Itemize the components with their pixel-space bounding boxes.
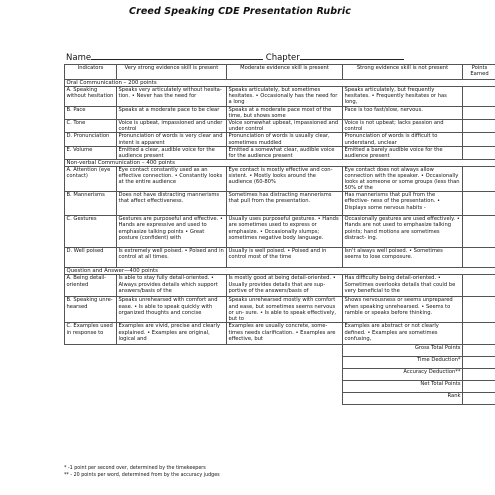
page-title: Creed Speaking CDE Presentation Rubric — [129, 6, 351, 17]
table-row — [65, 323, 495, 345]
strong-cell: Voice is not upbeat; lacks passion and control — [343, 120, 463, 133]
very-strong-cell: Speaks very articulately without hesita- tion. • Never has the need for — [117, 87, 227, 107]
table-row — [65, 146, 495, 159]
points-cell[interactable] — [463, 166, 495, 191]
gross-total-cell[interactable] — [463, 345, 495, 357]
moderate-cell: Speaks articulately, but sometimes hesitates. • Occasionally has the need for a long — [227, 87, 343, 107]
header-strong: Strong evidence skill is not present — [343, 65, 463, 80]
very-strong-cell: Is able to stay fully detail-oriented. • Always provides details which support answers/basis of the — [117, 275, 227, 297]
strong-cell: Has mannerisms that pull from the effective- ness of the presentation. • Displays some nervous habits - — [343, 192, 463, 216]
table-row — [65, 192, 495, 216]
header-moderate: Moderate evidence skill is present — [227, 65, 343, 80]
points-cell[interactable] — [463, 192, 495, 216]
section-qa: Question and Answer—400 points — [65, 268, 495, 275]
table-row — [65, 216, 495, 248]
indicator-cell: B. Pace — [65, 107, 117, 120]
accuracy-deduction-label: Accuracy Deduction** — [343, 369, 463, 381]
points-cell[interactable] — [463, 120, 495, 133]
points-cell[interactable] — [463, 107, 495, 120]
table-row — [65, 87, 495, 107]
table-row — [65, 120, 495, 133]
points-cell[interactable] — [463, 297, 495, 323]
strong-cell: Has difficulty being detail-oriented. • Sometimes overlooks details that could be very beneficial to the — [343, 275, 463, 297]
section-nonverbal: Non-verbal Communication – 400 points — [65, 159, 495, 166]
strong-cell: Examples are abstract or not clearly defined. • Examples are sometimes confusing, — [343, 323, 463, 345]
moderate-cell: Voice somewhat upbeat, impassioned and under control — [227, 120, 343, 133]
indicator-cell: B. Speaking unre- hearsed — [65, 297, 117, 323]
very-strong-cell: Eye contact constantly used as an effective connection. • Constantly looks at the entire audience — [117, 166, 227, 191]
header-indicators: Indicators — [65, 65, 117, 80]
very-strong-cell: Speaks at a moderate pace to be clear — [117, 107, 227, 120]
table-row — [65, 297, 495, 323]
footnote-time: * -1 point per second over, determined by the timekeepers — [64, 466, 206, 471]
moderate-cell: Usually is well poised. • Poised and in control most of the time — [227, 248, 343, 268]
time-deduction-cell[interactable] — [463, 357, 495, 369]
moderate-cell: Speaks at a moderate pace most of the time, but shows some — [227, 107, 343, 120]
strong-cell: Isn't always well poised. • Sometimes seems to lose composure. — [343, 248, 463, 268]
total-row — [65, 345, 495, 357]
section-oral: Oral Communication – 200 points — [65, 80, 495, 87]
name-chapter-line — [66, 50, 404, 63]
moderate-cell: Usually uses purposeful gestures. • Hands are sometimes used to express or emphasize. • Occasionally slumps; sometimes negative body language. — [227, 216, 343, 248]
very-strong-cell: Speaks unrehearsed with comfort and ease. • Is able to speak quickly with organized thoughts and concise — [117, 297, 227, 323]
name-label: Name — [66, 53, 92, 63]
indicator-cell: D. Well poised — [65, 248, 117, 268]
table-row — [65, 275, 495, 297]
points-cell[interactable] — [463, 133, 495, 146]
strong-cell: Eye contact does not always allow connection with the speaker. • Occasionally looks at someone or some groups (less than 50% of the — [343, 166, 463, 191]
rank-cell[interactable] — [463, 393, 495, 405]
indicator-cell: C. Examples used in response to — [65, 323, 117, 345]
section-row — [65, 268, 495, 275]
strong-cell: Emitted a barely audible voice for the audience present — [343, 146, 463, 159]
very-strong-cell: Gestures are purposeful and effective. • Hands are expressive and used to emphasize talking points • Great posture (confident) with — [117, 216, 227, 248]
indicator-cell: A. Being detail-oriented — [65, 275, 117, 297]
rank-label: Rank — [343, 393, 463, 405]
very-strong-cell: Pronunciation of words is very clear and intent is apparent — [117, 133, 227, 146]
moderate-cell: Examples are usually concrete, some- times needs clarification. • Examples are effective, but — [227, 323, 343, 345]
moderate-cell: Is mostly good at being detail-oriented. • Usually provides details that are sup- portive of the answers/basis of — [227, 275, 343, 297]
name-field[interactable] — [91, 50, 263, 60]
moderate-cell: Pronunciation of words is usually clear, sometimes muddled — [227, 133, 343, 146]
points-cell[interactable] — [463, 87, 495, 107]
moderate-cell: Speaks unrehearsed mostly with comfort and ease, but sometimes seems nervous or un- sure. • Is able to speak effectively, but to — [227, 297, 343, 323]
indicator-cell: D. Pronunciation — [65, 133, 117, 146]
net-total-cell[interactable] — [463, 381, 495, 393]
points-cell[interactable] — [463, 216, 495, 248]
total-row — [65, 369, 495, 381]
table-row — [65, 248, 495, 268]
total-row — [65, 357, 495, 369]
header-very-strong: Very strong evidence skill is present — [117, 65, 227, 80]
moderate-cell: Eye contact is mostly effective and con- sistent. • Mostly looks around the audience (60-80% — [227, 166, 343, 191]
very-strong-cell: Emitted a clear, audible voice for the audience present — [117, 146, 227, 159]
net-total-label: Net Total Points — [343, 381, 463, 393]
points-cell[interactable] — [463, 248, 495, 268]
moderate-cell: Sometimes has distracting mannerisms that pull from the presentation. — [227, 192, 343, 216]
points-cell[interactable] — [463, 323, 495, 345]
total-row — [65, 393, 495, 405]
table-row — [65, 133, 495, 146]
strong-cell: Occasionally gestures are used effectively. • Hands are not used to emphasize talking points; hand motions are sometimes distract- ing. — [343, 216, 463, 248]
header-row — [65, 65, 495, 80]
total-row — [65, 381, 495, 393]
section-row — [65, 159, 495, 166]
table-row — [65, 166, 495, 191]
very-strong-cell: Examples are vivid, precise and clearly explained. • Examples are original, logical and — [117, 323, 227, 345]
indicator-cell: B. Mannerisms — [65, 192, 117, 216]
strong-cell: Pronunciation of words is difficult to understand, unclear — [343, 133, 463, 146]
indicator-cell: C. Tone — [65, 120, 117, 133]
accuracy-deduction-cell[interactable] — [463, 369, 495, 381]
points-cell[interactable] — [463, 275, 495, 297]
chapter-field[interactable] — [300, 50, 404, 60]
gross-total-label: Gross Total Points — [343, 345, 463, 357]
indicator-cell: A. Speaking without hesitation — [65, 87, 117, 107]
time-deduction-label: Time Deduction* — [343, 357, 463, 369]
strong-cell: Pace is too fast/slow, nervous. — [343, 107, 463, 120]
very-strong-cell: Voice is upbeat, impassioned and under control — [117, 120, 227, 133]
very-strong-cell: Is extremely well poised. • Poised and in control at all times. — [117, 248, 227, 268]
table-row — [65, 107, 495, 120]
rubric-table — [64, 64, 495, 405]
strong-cell: Shows nervousness or seems unprepared when speaking unrehearsed. • Seems to ramble or speaks before thinking. — [343, 297, 463, 323]
footnote-accuracy: ** - 20 points per word, determined from by the accuracy judges — [64, 473, 220, 478]
moderate-cell: Emitted a somewhat clear, audible voice for the audience present — [227, 146, 343, 159]
header-points: Points Earned — [463, 65, 495, 80]
section-row — [65, 80, 495, 87]
indicator-cell: E. Volume — [65, 146, 117, 159]
chapter-label: Chapter — [265, 53, 300, 63]
very-strong-cell: Does not have distracting mannerisms that affect effectiveness. — [117, 192, 227, 216]
points-cell[interactable] — [463, 146, 495, 159]
strong-cell: Speaks articulately, but frequently hesitates. • Frequently hesitates or has long, — [343, 87, 463, 107]
indicator-cell: C. Gestures — [65, 216, 117, 248]
indicator-cell: A. Attention (eye contact) — [65, 166, 117, 191]
